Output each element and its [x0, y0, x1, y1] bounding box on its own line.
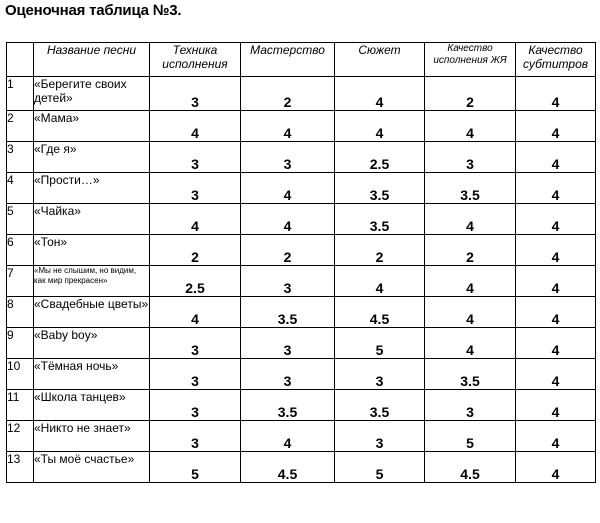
score-cell: 3: [150, 173, 241, 204]
rating-table: [6, 42, 596, 483]
score-cell: 3: [425, 142, 516, 173]
score-cell: 4: [241, 111, 335, 142]
row-number: 5: [7, 204, 34, 235]
score-cell: 4: [425, 204, 516, 235]
table-row: [7, 421, 596, 452]
song-name-cell: «Тёмная ночь»: [34, 359, 150, 390]
score-cell: 4: [516, 77, 596, 111]
score-cell: 5: [335, 452, 425, 483]
score-cell: 3: [150, 390, 241, 421]
row-number: 11: [7, 390, 34, 421]
score-cell: 3: [150, 359, 241, 390]
row-number: 10: [7, 359, 34, 390]
score-cell: 4: [335, 77, 425, 111]
score-cell: 3: [425, 390, 516, 421]
score-cell: 4.5: [335, 297, 425, 328]
score-cell: 3: [241, 266, 335, 297]
score-cell: 4: [425, 111, 516, 142]
table-row: [7, 328, 596, 359]
header-cell-mastery: Мастерство: [241, 43, 335, 77]
score-cell: 3: [335, 359, 425, 390]
score-cell: 4: [241, 204, 335, 235]
score-cell: 4: [150, 111, 241, 142]
song-name-cell: «Тон»: [34, 235, 150, 266]
score-cell: 2: [241, 77, 335, 111]
song-name-cell: «Никто не знает»: [34, 421, 150, 452]
score-cell: 4: [516, 390, 596, 421]
row-number: 8: [7, 297, 34, 328]
score-cell: 5: [335, 328, 425, 359]
score-cell: 2.5: [150, 266, 241, 297]
score-cell: 3: [335, 421, 425, 452]
header-row: [7, 43, 596, 77]
song-name-cell: «Baby boy»: [34, 328, 150, 359]
table-row: [7, 111, 596, 142]
row-number: 7: [7, 266, 34, 297]
row-number: 4: [7, 173, 34, 204]
score-cell: 5: [425, 421, 516, 452]
score-cell: 4: [516, 359, 596, 390]
table-row: [7, 173, 596, 204]
row-number: 3: [7, 142, 34, 173]
score-cell: 4: [241, 173, 335, 204]
row-number: 13: [7, 452, 34, 483]
score-cell: 2: [150, 235, 241, 266]
score-cell: 3: [241, 359, 335, 390]
score-cell: 3.5: [241, 390, 335, 421]
song-name-cell: «Свадебные цветы»: [34, 297, 150, 328]
score-cell: 3.5: [425, 359, 516, 390]
score-cell: 3: [150, 77, 241, 111]
score-cell: 4: [516, 297, 596, 328]
header-cell-sign-quality: Качество исполнения ЖЯ: [425, 43, 516, 77]
header-cell-plot: Сюжет: [335, 43, 425, 77]
header-cell-number: [7, 43, 34, 77]
song-name-cell: «Ты моё счастье»: [34, 452, 150, 483]
score-cell: 2: [241, 235, 335, 266]
score-cell: 3.5: [335, 390, 425, 421]
score-cell: 4: [516, 204, 596, 235]
score-cell: 4: [516, 235, 596, 266]
score-cell: 3: [241, 142, 335, 173]
table-row: [7, 390, 596, 421]
row-number: 1: [7, 77, 34, 111]
score-cell: 4: [335, 266, 425, 297]
table-row: [7, 142, 596, 173]
score-cell: 2: [425, 77, 516, 111]
row-number: 2: [7, 111, 34, 142]
score-cell: 2: [425, 235, 516, 266]
score-cell: 3.5: [241, 297, 335, 328]
table-row: [7, 297, 596, 328]
score-cell: 4: [150, 204, 241, 235]
header-cell-subtitle-quality: Качество субтитров: [516, 43, 596, 77]
score-cell: 4: [335, 111, 425, 142]
score-cell: 3.5: [335, 173, 425, 204]
score-cell: 3: [241, 328, 335, 359]
header-cell-technique: Техника исполнения: [150, 43, 241, 77]
song-name-cell: «Чайка»: [34, 204, 150, 235]
song-name-cell: «Мы не слышим, но видим, как мир прекрасен»: [34, 266, 150, 297]
score-cell: 4: [150, 297, 241, 328]
score-cell: 4: [516, 173, 596, 204]
score-cell: 4: [516, 142, 596, 173]
score-cell: 4: [516, 266, 596, 297]
table-row: [7, 77, 596, 111]
score-cell: 3: [150, 328, 241, 359]
score-cell: 2.5: [335, 142, 425, 173]
score-cell: 3.5: [425, 173, 516, 204]
song-name-cell: «Где я»: [34, 142, 150, 173]
score-cell: 4: [516, 111, 596, 142]
score-cell: 4: [425, 328, 516, 359]
score-cell: 4: [516, 421, 596, 452]
song-name-cell: «Берегите своих детей»: [34, 77, 150, 111]
song-name-cell: «Прости…»: [34, 173, 150, 204]
score-cell: 4: [516, 452, 596, 483]
song-name-cell: «Мама»: [34, 111, 150, 142]
table-row: [7, 359, 596, 390]
song-name-cell: «Школа танцев»: [34, 390, 150, 421]
score-cell: 4: [241, 421, 335, 452]
score-cell: 3: [150, 142, 241, 173]
table-row: [7, 204, 596, 235]
score-cell: 3: [150, 421, 241, 452]
page-title: Оценочная таблица №3.: [5, 2, 182, 19]
score-cell: 2: [335, 235, 425, 266]
row-number: 6: [7, 235, 34, 266]
header-cell-song-name: Название песни: [34, 43, 150, 77]
score-cell: 4: [516, 328, 596, 359]
row-number: 9: [7, 328, 34, 359]
score-cell: 4: [425, 297, 516, 328]
score-cell: 4.5: [241, 452, 335, 483]
table-row: [7, 452, 596, 483]
score-cell: 4.5: [425, 452, 516, 483]
row-number: 12: [7, 421, 34, 452]
table-row: [7, 235, 596, 266]
score-cell: 3.5: [335, 204, 425, 235]
score-cell: 5: [150, 452, 241, 483]
table-row: [7, 266, 596, 297]
score-cell: 4: [425, 266, 516, 297]
